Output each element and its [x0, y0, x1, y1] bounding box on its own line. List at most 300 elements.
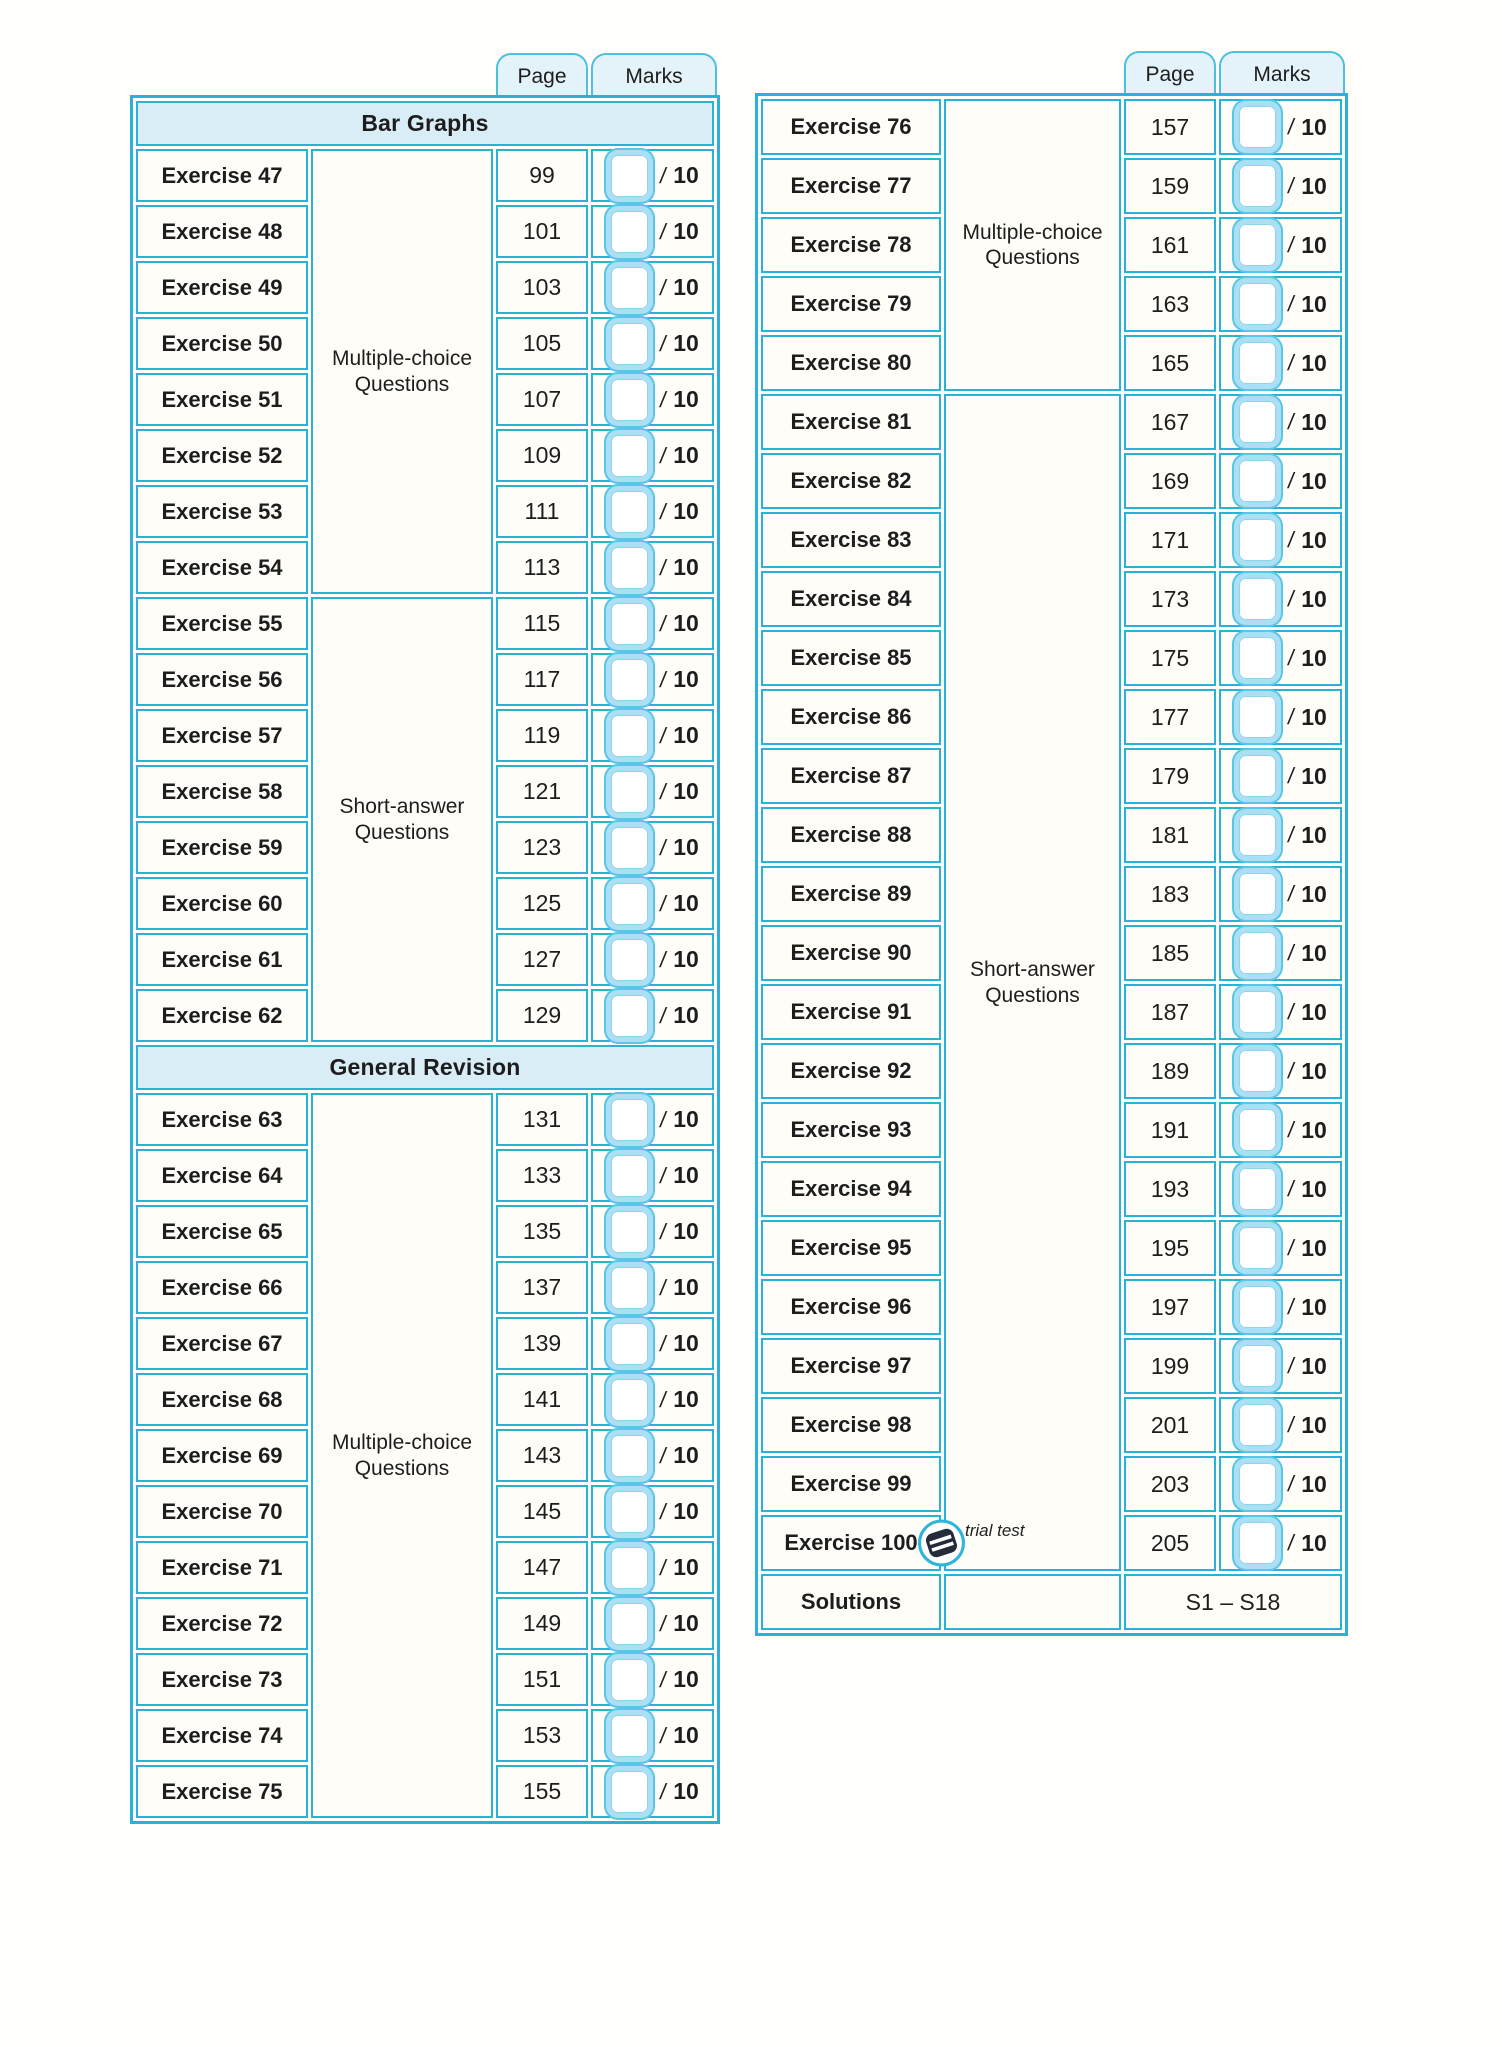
page-number-cell: 171 — [1124, 512, 1216, 568]
marks-cell — [591, 485, 714, 538]
exercise-label: Exercise 47 — [161, 162, 283, 188]
exercise-label: Exercise 74 — [161, 1722, 283, 1748]
marks-denominator: 10 — [673, 1162, 699, 1188]
marks-denominator: 10 — [1301, 821, 1327, 848]
question-type-label: Short-answer — [339, 795, 465, 819]
exercise-label-cell — [761, 925, 941, 981]
exercise-label: Exercise 90 — [790, 940, 912, 965]
marks-slash: / — [658, 722, 669, 748]
marks-cell — [591, 877, 714, 930]
marks-denominator: 10 — [673, 442, 699, 468]
marks-slash: / — [658, 162, 669, 188]
page-number-cell: 115 — [496, 597, 588, 650]
marks-slash: / — [658, 1722, 669, 1748]
marks-input-box[interactable] — [1234, 219, 1281, 271]
exercise-label-cell — [136, 1541, 308, 1594]
marks-input-box[interactable] — [1234, 632, 1281, 684]
marks-cell — [1219, 689, 1342, 745]
exercise-label-cell — [136, 485, 308, 538]
marks-input-box[interactable] — [1234, 691, 1281, 743]
marks-slash: / — [1286, 1530, 1297, 1555]
exercise-label-cell — [761, 276, 941, 332]
exercise-label: Exercise 99 — [790, 1471, 912, 1496]
question-type-label: Multiple-choice — [331, 347, 473, 371]
marks-cell — [591, 205, 714, 258]
exercise-label: Exercise 89 — [790, 881, 912, 906]
exercise-label-cell — [136, 1317, 308, 1370]
marks-input-box[interactable] — [606, 430, 653, 482]
page-column-header-tab — [1124, 51, 1216, 97]
exercise-label-cell — [136, 709, 308, 762]
marks-denominator: 10 — [673, 610, 699, 636]
exercise-label: Exercise 63 — [161, 1106, 283, 1132]
page-number-cell: 125 — [496, 877, 588, 930]
marks-slash: / — [1286, 1294, 1297, 1319]
exercise-label-cell — [761, 453, 941, 509]
marks-input-box[interactable] — [606, 1262, 653, 1314]
marks-input-box[interactable] — [606, 1766, 653, 1818]
exercise-row — [136, 149, 714, 202]
marks-slash: / — [658, 554, 669, 580]
marks-input-box[interactable] — [1234, 868, 1281, 920]
marks-input-box[interactable] — [606, 654, 653, 706]
exercise-label-cell — [761, 1397, 941, 1453]
marks-cell — [591, 1429, 714, 1482]
page-number-cell: 123 — [496, 821, 588, 874]
empty-type-cell — [944, 1574, 1121, 1630]
page-number-cell: 165 — [1124, 335, 1216, 391]
marks-denominator: 10 — [1301, 408, 1327, 435]
exercise-label-cell — [761, 1279, 941, 1335]
marks-slash: / — [658, 1106, 669, 1132]
marks-cell — [1219, 453, 1342, 509]
exercise-label-cell — [136, 1149, 308, 1202]
page-number-cell: 145 — [496, 1485, 588, 1538]
marks-cell — [1219, 630, 1342, 686]
marks-input-box[interactable] — [606, 598, 653, 650]
marks-cell — [591, 597, 714, 650]
marks-denominator: 10 — [673, 722, 699, 748]
marks-slash: / — [1286, 1353, 1297, 1378]
exercise-label-cell — [136, 1765, 308, 1818]
marks-input-box[interactable] — [1234, 1458, 1281, 1510]
marks-denominator: 10 — [1301, 1470, 1327, 1497]
marks-input-box[interactable] — [1234, 1104, 1281, 1156]
marks-cell — [1219, 866, 1342, 922]
page-column-header-tab — [496, 53, 588, 99]
marks-cell — [591, 1485, 714, 1538]
marks-denominator: 10 — [1301, 113, 1327, 140]
marks-denominator: 10 — [673, 554, 699, 580]
marks-denominator: 10 — [1301, 703, 1327, 730]
marks-input-box[interactable] — [1234, 1045, 1281, 1097]
page-number-cell: 135 — [496, 1205, 588, 1258]
marks-slash: / — [658, 218, 669, 244]
exercise-row — [136, 597, 714, 650]
page-number-cell: 117 — [496, 653, 588, 706]
marks-input-box[interactable] — [1234, 986, 1281, 1038]
marks-input-box[interactable] — [1234, 396, 1281, 448]
page-number-cell: 201 — [1124, 1397, 1216, 1453]
marks-slash: / — [1286, 1412, 1297, 1437]
marks-denominator: 10 — [673, 386, 699, 412]
marks-slash: / — [658, 666, 669, 692]
exercise-label: Exercise 81 — [790, 409, 912, 434]
marks-denominator: 10 — [1301, 172, 1327, 199]
exercise-label: Exercise 51 — [161, 386, 283, 412]
page-number-cell: 113 — [496, 541, 588, 594]
page-number-cell: 109 — [496, 429, 588, 482]
question-type-cell — [311, 1093, 493, 1818]
page-number-cell: 191 — [1124, 1102, 1216, 1158]
marks-denominator: 10 — [673, 834, 699, 860]
marks-input-box[interactable] — [606, 1654, 653, 1706]
marks-slash: / — [1286, 232, 1297, 257]
question-type-label: Questions — [354, 372, 450, 396]
marks-input-box[interactable] — [606, 1542, 653, 1594]
marks-denominator: 10 — [673, 1610, 699, 1636]
section-header: Bar Graphs — [136, 101, 714, 146]
exercise-label-cell — [136, 653, 308, 706]
marks-cell — [1219, 1338, 1342, 1394]
page-number-cell: 129 — [496, 989, 588, 1042]
marks-input-box[interactable] — [1234, 809, 1281, 861]
exercise-label-cell — [136, 1653, 308, 1706]
section-row — [136, 1045, 714, 1090]
exercise-label: Exercise 55 — [161, 610, 283, 636]
page-number-cell: 127 — [496, 933, 588, 986]
marks-denominator: 10 — [673, 1554, 699, 1580]
exercise-label-cell — [136, 765, 308, 818]
exercise-label-cell — [761, 1338, 941, 1394]
exercise-label-cell — [761, 807, 941, 863]
marks-slash: / — [658, 1554, 669, 1580]
marks-denominator: 10 — [673, 274, 699, 300]
page-number-cell: 121 — [496, 765, 588, 818]
marks-cell — [1219, 1515, 1342, 1571]
marks-slash: / — [658, 386, 669, 412]
marks-slash: / — [658, 1002, 669, 1028]
marks-slash: / — [658, 498, 669, 524]
exercise-label-cell — [761, 335, 941, 391]
marks-input-box[interactable] — [1234, 101, 1281, 153]
exercise-label-cell — [136, 541, 308, 594]
marks-cell — [1219, 748, 1342, 804]
question-type-label: Short-answer — [970, 958, 1095, 982]
page-number-cell: 151 — [496, 1653, 588, 1706]
question-type-label: Questions — [985, 983, 1080, 1007]
marks-slash: / — [658, 1610, 669, 1636]
marks-slash: / — [658, 1162, 669, 1188]
exercise-label-cell — [761, 571, 941, 627]
solutions-label-cell: Solutions — [761, 1574, 941, 1630]
marks-cell — [1219, 1043, 1342, 1099]
question-type-cell — [944, 99, 1121, 391]
marks-denominator: 10 — [1301, 1293, 1327, 1320]
trial-test-icon — [917, 1519, 966, 1568]
exercise-label: Exercise 91 — [790, 999, 912, 1024]
page-number-cell: 195 — [1124, 1220, 1216, 1276]
marks-column-label: Marks — [625, 65, 683, 88]
trial-test-label: trial test — [965, 1521, 1025, 1540]
exercise-label-cell — [136, 1261, 308, 1314]
marks-denominator: 10 — [1301, 1352, 1327, 1379]
marks-denominator: 10 — [1301, 290, 1327, 317]
marks-denominator: 10 — [1301, 585, 1327, 612]
marks-input-box[interactable] — [606, 710, 653, 762]
exercise-label-cell — [761, 512, 941, 568]
marks-input-box[interactable] — [1234, 927, 1281, 979]
marks-slash: / — [1286, 468, 1297, 493]
page-number-cell: 137 — [496, 1261, 588, 1314]
exercise-label-cell — [136, 317, 308, 370]
marks-input-box[interactable] — [1234, 1163, 1281, 1215]
marks-input-box[interactable] — [606, 990, 653, 1042]
question-type-label: Multiple-choice — [331, 1431, 473, 1455]
exercise-label-cell — [136, 989, 308, 1042]
page-number-cell: 105 — [496, 317, 588, 370]
exercise-label: Exercise 57 — [161, 722, 283, 748]
exercise-label-cell — [761, 1161, 941, 1217]
marks-column-header-tab — [591, 53, 717, 99]
marks-input-box[interactable] — [1234, 455, 1281, 507]
marks-cell — [591, 1373, 714, 1426]
exercise-label-cell — [761, 394, 941, 450]
marks-denominator: 10 — [673, 1722, 699, 1748]
marks-slash: / — [1286, 704, 1297, 729]
exercise-label-cell — [136, 1429, 308, 1482]
exercise-label-cell — [136, 933, 308, 986]
question-type-label: Questions — [354, 1456, 450, 1480]
marks-input-box[interactable] — [606, 150, 653, 202]
marks-cell — [591, 1765, 714, 1818]
marks-cell — [591, 933, 714, 986]
page-number-cell: 141 — [496, 1373, 588, 1426]
question-type-label: Questions — [985, 246, 1080, 269]
exercise-label: Exercise 69 — [161, 1442, 283, 1468]
marks-denominator: 10 — [673, 330, 699, 356]
marks-denominator: 10 — [1301, 231, 1327, 258]
marks-denominator: 10 — [673, 1666, 699, 1692]
marks-cell — [1219, 394, 1342, 450]
exercise-label: Exercise 66 — [161, 1274, 283, 1300]
exercise-label-cell — [136, 429, 308, 482]
exercise-label: Exercise 58 — [161, 778, 283, 804]
marks-cell — [1219, 807, 1342, 863]
marks-cell — [591, 149, 714, 202]
marks-denominator: 10 — [1301, 1234, 1327, 1261]
exercise-label: Exercise 100 — [784, 1530, 918, 1555]
marks-slash: / — [1286, 645, 1297, 670]
marks-column-header-tab — [1219, 51, 1345, 97]
marks-input-box[interactable] — [606, 1094, 653, 1146]
page-number-cell: 139 — [496, 1317, 588, 1370]
marks-input-box[interactable] — [1234, 573, 1281, 625]
page-number-cell: 103 — [496, 261, 588, 314]
marks-slash: / — [1286, 1058, 1297, 1083]
marks-input-box[interactable] — [606, 1486, 653, 1538]
exercise-label: Exercise 82 — [790, 468, 912, 493]
exercise-label: Exercise 96 — [790, 1294, 912, 1319]
marks-slash: / — [658, 1666, 669, 1692]
exercise-label: Exercise 62 — [161, 1002, 283, 1028]
exercise-label: Exercise 52 — [161, 442, 283, 468]
marks-denominator: 10 — [673, 218, 699, 244]
exercise-label-cell — [136, 261, 308, 314]
marks-cell — [1219, 1279, 1342, 1335]
question-type-cell — [311, 597, 493, 1042]
page-number-cell: 189 — [1124, 1043, 1216, 1099]
page-number-cell: 119 — [496, 709, 588, 762]
exercise-label-cell — [136, 1373, 308, 1426]
marks-input-box[interactable] — [1234, 1340, 1281, 1392]
marks-input-box[interactable] — [1234, 1399, 1281, 1451]
exercise-label-cell — [761, 1456, 941, 1512]
exercise-label: Exercise 92 — [790, 1058, 912, 1083]
marks-input-box[interactable] — [606, 542, 653, 594]
marks-cell — [1219, 571, 1342, 627]
section-header: General Revision — [136, 1045, 714, 1090]
page-number-cell: 163 — [1124, 276, 1216, 332]
question-type-cell — [944, 394, 1121, 1571]
page-number-cell: 101 — [496, 205, 588, 258]
marks-denominator: 10 — [1301, 1116, 1327, 1143]
exercise-label-cell — [136, 1485, 308, 1538]
exercise-row — [761, 99, 1342, 155]
marks-input-box[interactable] — [606, 1374, 653, 1426]
page-number-cell: 133 — [496, 1149, 588, 1202]
exercise-label-cell — [761, 158, 941, 214]
marks-input-box[interactable] — [606, 486, 653, 538]
marks-input-box[interactable] — [606, 206, 653, 258]
exercise-label: Exercise 65 — [161, 1218, 283, 1244]
marks-input-box[interactable] — [1234, 1281, 1281, 1333]
marks-slash: / — [658, 1778, 669, 1804]
marks-cell — [591, 1149, 714, 1202]
page-number-cell: 197 — [1124, 1279, 1216, 1335]
marks-input-box[interactable] — [1234, 514, 1281, 566]
exercise-label: Exercise 94 — [790, 1176, 912, 1201]
page-number-cell: 179 — [1124, 748, 1216, 804]
marks-slash: / — [1286, 1235, 1297, 1260]
page-number-cell: 157 — [1124, 99, 1216, 155]
marks-denominator: 10 — [1301, 1529, 1327, 1556]
marks-input-box[interactable] — [606, 1710, 653, 1762]
right-score-table — [755, 51, 1352, 1636]
marks-slash: / — [658, 946, 669, 972]
marks-denominator: 10 — [1301, 1411, 1327, 1438]
page-number-cell: 159 — [1124, 158, 1216, 214]
page-number-cell: 205 — [1124, 1515, 1216, 1571]
marks-slash: / — [1286, 1471, 1297, 1496]
marks-slash: / — [658, 330, 669, 356]
marks-cell — [1219, 335, 1342, 391]
exercise-label-cell — [761, 748, 941, 804]
page-number-cell: 169 — [1124, 453, 1216, 509]
marks-cell — [1219, 984, 1342, 1040]
marks-input-box[interactable] — [606, 878, 653, 930]
page-number-cell: 199 — [1124, 1338, 1216, 1394]
marks-input-box[interactable] — [606, 934, 653, 986]
exercise-label-cell — [136, 877, 308, 930]
marks-denominator: 10 — [673, 1442, 699, 1468]
marks-input-box[interactable] — [606, 1150, 653, 1202]
marks-input-box[interactable] — [606, 374, 653, 426]
marks-slash: / — [658, 834, 669, 860]
marks-denominator: 10 — [1301, 880, 1327, 907]
exercise-row — [761, 394, 1342, 450]
marks-input-box[interactable] — [606, 1206, 653, 1258]
page-number-cell: 203 — [1124, 1456, 1216, 1512]
marks-denominator: 10 — [1301, 998, 1327, 1025]
page-number-cell: 175 — [1124, 630, 1216, 686]
exercise-label: Exercise 80 — [790, 350, 912, 375]
exercise-label: Exercise 61 — [161, 946, 283, 972]
exercise-label-cell — [761, 866, 941, 922]
marks-slash: / — [1286, 999, 1297, 1024]
marks-cell — [1219, 925, 1342, 981]
marks-input-box[interactable] — [606, 262, 653, 314]
exercise-label: Exercise 59 — [161, 834, 283, 860]
marks-cell — [591, 317, 714, 370]
marks-input-box[interactable] — [606, 766, 653, 818]
exercise-label-cell — [136, 373, 308, 426]
marks-input-box[interactable] — [606, 318, 653, 370]
marks-slash: / — [658, 1442, 669, 1468]
page-number-cell: 131 — [496, 1093, 588, 1146]
marks-input-box[interactable] — [1234, 1222, 1281, 1274]
marks-slash: / — [658, 274, 669, 300]
marks-slash: / — [658, 610, 669, 636]
marks-denominator: 10 — [673, 1218, 699, 1244]
marks-slash: / — [1286, 173, 1297, 198]
page-number-cell: 153 — [496, 1709, 588, 1762]
marks-denominator: 10 — [1301, 939, 1327, 966]
marks-slash: / — [658, 778, 669, 804]
marks-denominator: 10 — [1301, 467, 1327, 494]
marks-slash: / — [1286, 1176, 1297, 1201]
marks-input-box[interactable] — [606, 1318, 653, 1370]
exercise-label: Exercise 70 — [161, 1498, 283, 1524]
marks-denominator: 10 — [673, 1330, 699, 1356]
marks-denominator: 10 — [673, 1274, 699, 1300]
marks-denominator: 10 — [673, 946, 699, 972]
page-number-cell: 181 — [1124, 807, 1216, 863]
marks-input-box[interactable] — [606, 1430, 653, 1482]
marks-input-box[interactable] — [606, 1598, 653, 1650]
marks-denominator: 10 — [673, 1002, 699, 1028]
marks-cell — [591, 1653, 714, 1706]
exercise-label-cell — [136, 1709, 308, 1762]
marks-denominator: 10 — [673, 666, 699, 692]
marks-input-box[interactable] — [1234, 337, 1281, 389]
marks-slash: / — [1286, 881, 1297, 906]
marks-input-box[interactable] — [1234, 1517, 1281, 1569]
exercise-label-cell — [761, 99, 941, 155]
marks-denominator: 10 — [1301, 1175, 1327, 1202]
exercise-label: Exercise 84 — [790, 586, 912, 611]
marks-cell — [591, 653, 714, 706]
section-row — [136, 101, 714, 146]
page-number-cell: 155 — [496, 1765, 588, 1818]
page-number-cell: 111 — [496, 485, 588, 538]
marks-input-box[interactable] — [606, 822, 653, 874]
exercise-label: Exercise 48 — [161, 218, 283, 244]
exercise-label: Exercise 72 — [161, 1610, 283, 1636]
marks-input-box[interactable] — [1234, 750, 1281, 802]
marks-input-box[interactable] — [1234, 160, 1281, 212]
marks-input-box[interactable] — [1234, 278, 1281, 330]
